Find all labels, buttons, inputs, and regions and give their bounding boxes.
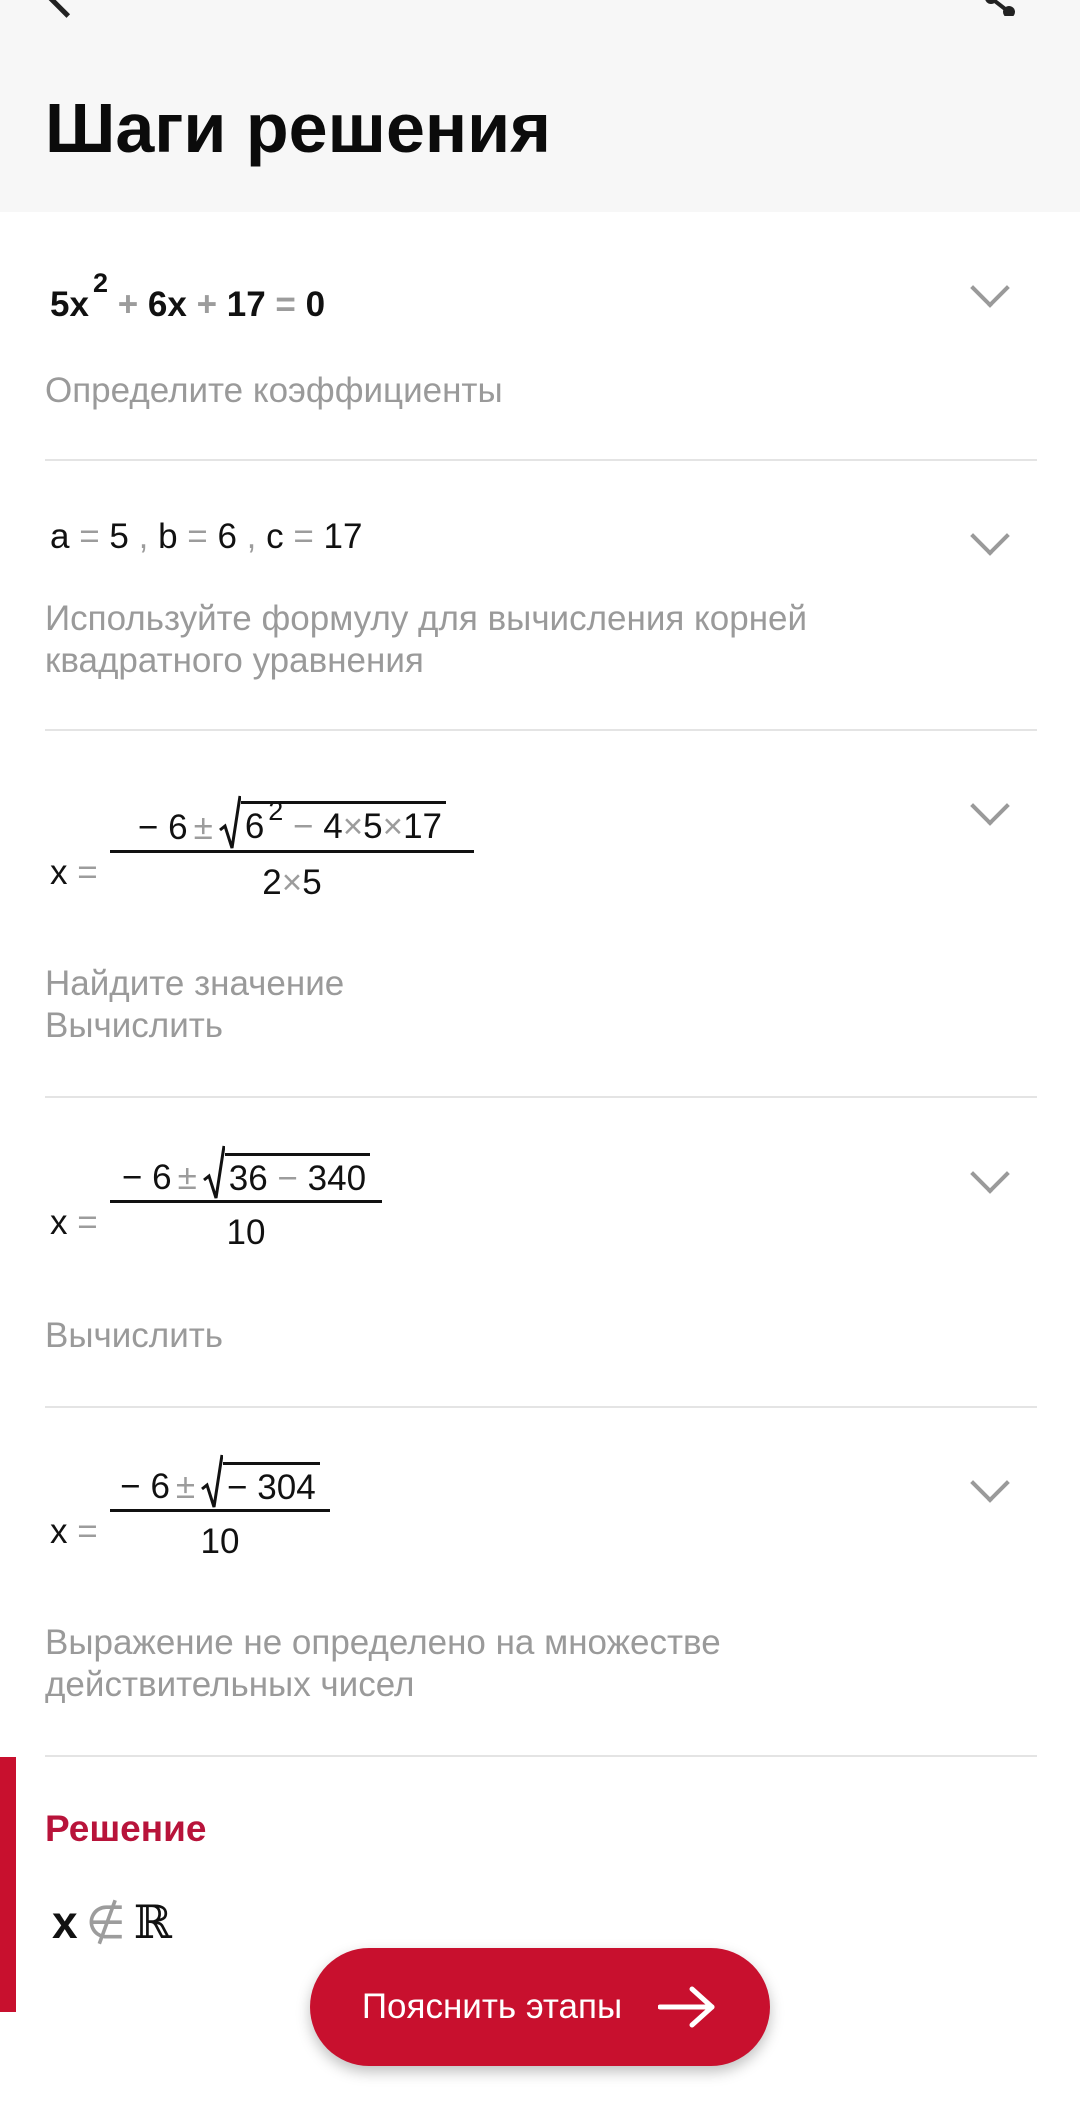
expand-step-4-chevron-down-icon[interactable] <box>970 1154 1010 1194</box>
equals: = <box>275 285 296 324</box>
coef-name: c <box>266 517 284 556</box>
share-icon[interactable] <box>985 0 1015 16</box>
step-5-description <box>45 1622 721 1706</box>
base: 6 <box>244 807 265 846</box>
denominator: 10 <box>226 1213 266 1252</box>
desc-line: Вычислить <box>45 1006 224 1045</box>
step-4-description: Вычислить <box>45 1316 224 1355</box>
equals: = <box>77 1512 98 1551</box>
factor: 17 <box>403 807 443 846</box>
constant: 17 <box>226 285 266 324</box>
plus-minus: ± <box>175 1467 196 1506</box>
term: − 6 <box>120 1467 170 1506</box>
term: 36 <box>228 1159 268 1198</box>
separator: , <box>138 517 149 556</box>
numerator <box>138 792 446 850</box>
radicand <box>225 1153 370 1200</box>
desc-line: Выражение не определено на множестве <box>45 1623 721 1662</box>
step-2-coefficients <box>50 517 362 557</box>
step-3-lhs <box>50 853 98 893</box>
not-element-of: ∉ <box>85 1896 126 1948</box>
step-3-description <box>45 963 344 1047</box>
app-header <box>0 0 1080 212</box>
radical-sign-icon <box>219 794 241 850</box>
expand-step-2-chevron-down-icon[interactable] <box>970 516 1010 556</box>
factor: 5 <box>363 807 383 846</box>
explain-steps-label: Пояснить этапы <box>361 1987 623 2026</box>
step-2-description <box>45 598 807 682</box>
solution-expression <box>52 1895 172 1949</box>
expand-step-5-chevron-down-icon[interactable] <box>970 1463 1010 1503</box>
term: 340 <box>307 1159 367 1198</box>
minus: − <box>277 1159 298 1198</box>
explain-steps-button[interactable] <box>310 1948 770 2066</box>
sqrt <box>203 1144 370 1200</box>
expand-step-1-chevron-down-icon[interactable] <box>970 268 1010 308</box>
coef-name: a <box>50 517 70 556</box>
coef-value: 5 <box>109 517 129 556</box>
equals: = <box>79 517 100 556</box>
radicand: − 304 <box>223 1462 320 1509</box>
variable: x <box>52 1896 78 1948</box>
exponent: 2 <box>268 796 284 826</box>
equals: = <box>77 853 98 892</box>
step-1-equation <box>50 268 326 325</box>
desc-line: Найдите значение <box>45 964 345 1003</box>
variable: x <box>167 285 187 324</box>
equals: = <box>77 1203 98 1242</box>
back-chevron-icon[interactable] <box>43 0 90 18</box>
factor: 4 <box>323 807 343 846</box>
divider <box>45 1096 1037 1098</box>
numerator <box>120 1451 319 1509</box>
variable: x <box>50 1512 68 1551</box>
radicand <box>241 796 446 850</box>
exponent: 2 <box>92 268 108 298</box>
radical-sign-icon <box>203 1144 225 1200</box>
operator: + <box>196 285 218 324</box>
step-4-lhs <box>50 1203 98 1243</box>
plus-minus: ± <box>193 808 213 847</box>
coef-value: 17 <box>323 517 363 556</box>
plus-minus: ± <box>177 1158 197 1197</box>
variable: x <box>50 853 68 892</box>
real-numbers-set: ℝ <box>133 1895 172 1949</box>
variable: x <box>69 285 89 324</box>
divider <box>45 1406 1037 1408</box>
sqrt <box>219 794 446 850</box>
step-4-fraction <box>110 1142 382 1253</box>
step-5-lhs <box>50 1512 98 1552</box>
term: − 6 <box>121 1158 172 1197</box>
equals: = <box>293 517 314 556</box>
denominator <box>262 853 321 903</box>
solution-title: Решение <box>45 1808 207 1849</box>
denominator: 10 <box>200 1522 240 1561</box>
desc-line: квадратного уравнения <box>45 641 424 680</box>
coef: 5 <box>50 285 70 324</box>
divider <box>45 1755 1037 1757</box>
minus: − <box>293 807 314 846</box>
expand-step-3-chevron-down-icon[interactable] <box>970 786 1010 826</box>
arrow-right-icon <box>658 1985 718 2029</box>
numerator <box>122 1142 370 1200</box>
factor: 2 <box>262 863 282 902</box>
term: − 6 <box>137 808 188 847</box>
solution-accent-bar <box>0 1757 16 2012</box>
coef: 6 <box>147 285 168 324</box>
coef-value: 6 <box>217 517 237 556</box>
radical-sign-icon <box>201 1453 223 1509</box>
times: × <box>342 807 364 846</box>
sqrt <box>201 1453 320 1509</box>
step-5-fraction <box>110 1451 330 1562</box>
separator: , <box>246 517 257 556</box>
page-title: Шаги решения <box>45 89 552 167</box>
rhs: 0 <box>305 285 326 324</box>
desc-line: Используйте формулу для вычисления корней <box>45 599 808 638</box>
divider <box>45 459 1037 461</box>
times: × <box>281 863 303 902</box>
operator: + <box>117 285 139 324</box>
variable: x <box>50 1203 68 1242</box>
desc-line: действительных чисел <box>45 1665 415 1704</box>
divider <box>45 729 1037 731</box>
equals: = <box>187 517 208 556</box>
coef-name: b <box>158 517 178 556</box>
step-3-fraction <box>110 792 474 903</box>
times: × <box>382 807 404 846</box>
factor: 5 <box>302 863 322 902</box>
step-1-description: Определите коэффициенты <box>45 371 503 410</box>
